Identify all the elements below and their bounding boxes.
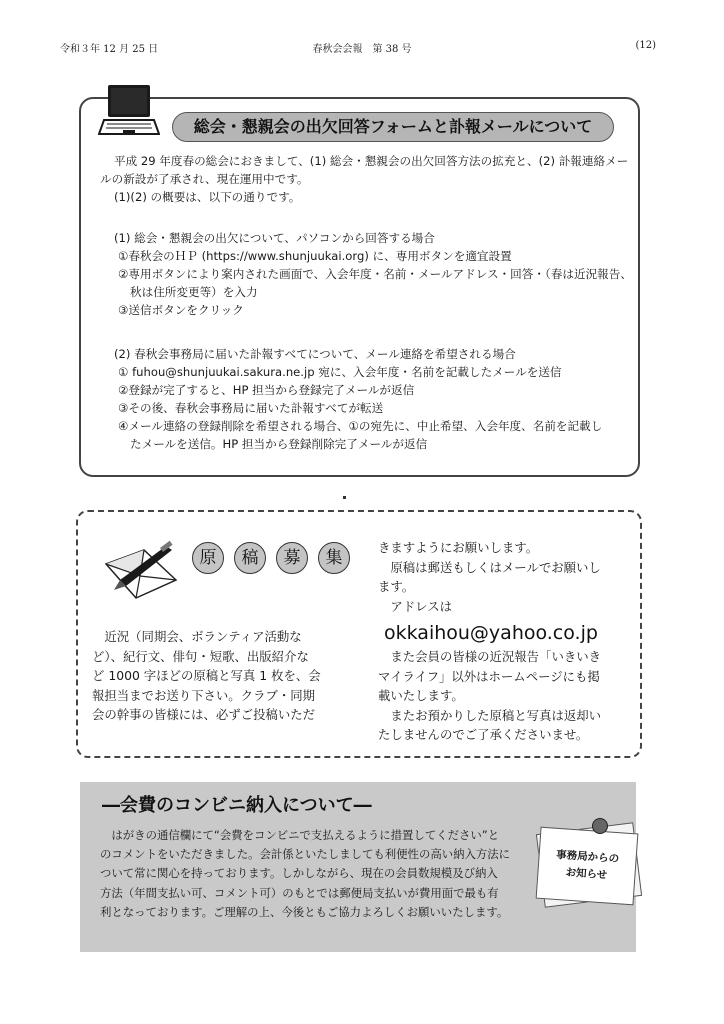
issue-date: 令和３年 12 月 25 日 xyxy=(60,44,159,55)
text-line: 方法（年間支払い可、コメント可）のもとでは郵便局支払いが費用面で最も有 xyxy=(100,885,499,900)
part2-item: ③その後、春秋会事務局に届いた訃報すべてが転送 xyxy=(118,401,384,415)
text-line: ます。 xyxy=(378,579,415,594)
speck xyxy=(343,496,346,499)
part1-item: ①春秋会のＨＰ (https://www.shunjuukai.org) に、専用ボタンを適宜設置 xyxy=(118,249,512,263)
part2-heading: (2) 春秋会事務局に届いた訃報すべてについて、メール連絡を希望される場合 xyxy=(114,347,516,361)
intro-line: (1)(2) の概要は、以下の通りです。 xyxy=(114,190,301,204)
text-line: 会の幹事の皆様には、必ずご投稿いただ xyxy=(92,707,316,722)
text-line: 利となっております。ご理解の上、今後ともご協力よろしくお願いいたします。 xyxy=(100,904,509,919)
text-line: のコメントをいただきました。会計係といたしましても利便性の高い納入方法に xyxy=(100,847,511,862)
note-front-sheet xyxy=(536,827,639,906)
part2-item: たメールを送信。HP 担当から登録削除完了メールが返信 xyxy=(130,437,428,451)
note-line: 事務局からの xyxy=(555,848,620,866)
text-line: ど 1000 字ほどの原稿と写真 1 枚を、会 xyxy=(92,668,321,683)
pushpin-icon xyxy=(592,818,608,834)
text-line: また会員の皆様の近況報告「いきいき xyxy=(378,649,602,664)
manuscript-right-text-top xyxy=(378,538,601,616)
submission-email: okkaihou@yahoo.co.jp xyxy=(384,622,598,644)
text-line: 報担当までお送り下さい。クラブ・同期 xyxy=(92,687,316,703)
intro-line: ルの新設が了承され、現在運用中です。 xyxy=(100,172,309,186)
text-line: アドレスは xyxy=(378,598,452,614)
text-line: きますようにお願いします。 xyxy=(378,540,539,555)
part1-item: ③送信ボタンをクリック xyxy=(118,303,244,317)
text-line: ど）、紀行文、俳句・短歌、出版紹介な xyxy=(92,648,309,664)
title-char: 原 xyxy=(192,542,224,574)
part1-block xyxy=(100,229,632,319)
part2-item: ②登録が完了すると、HP 担当から登録完了メールが返信 xyxy=(118,383,415,397)
section1-intro xyxy=(100,152,628,206)
part1-item: 秋は住所変更等）を入力 xyxy=(130,285,258,299)
manuscript-right-text-bottom xyxy=(378,647,601,745)
part2-item: ① fuhou@shunjuukai.sakura.ne.jp 宛に、入会年度・名前を記載したメールを送信 xyxy=(118,365,562,379)
text-line: たしませんのでご了承くださいませ。 xyxy=(378,727,589,742)
text-line: またお預かりした原稿と写真は返却い xyxy=(378,707,602,723)
manuscript-left-text xyxy=(92,627,321,725)
text-line: はがきの通信欄にて“会費をコンビニで支払えるように措置してください”と xyxy=(100,828,500,842)
part1-item: ②専用ボタンにより案内された画面で、入会年度・名前・メールアドレス・回答・（春は近況報告、 xyxy=(118,267,632,281)
text-line: 載いたします。 xyxy=(378,688,464,703)
text-line: 近況（同期会、ボランティア活動な xyxy=(92,629,302,644)
section1-title: 総会・懇親会の出欠回答フォームと訃報メールについて xyxy=(172,112,614,142)
text-line: ついて常に関心を持っております。しかしながら、現在の会員数規模及び納入 xyxy=(100,866,498,881)
laptop-icon xyxy=(98,82,160,140)
text-line: マイライフ」以外はホームページにも掲 xyxy=(378,668,600,684)
part1-heading: (1) 総会・懇親会の出欠について、パソコンから回答する場合 xyxy=(114,231,435,245)
page-number: (12) xyxy=(635,40,656,51)
title-char: 稿 xyxy=(234,542,266,574)
manuscript-call-title xyxy=(192,542,350,574)
title-char: 募 xyxy=(276,542,308,574)
note-line: お知らせ xyxy=(565,866,608,882)
envelope-pen-icon xyxy=(100,540,182,604)
section3-title: ―会費のコンビニ納入について― xyxy=(102,795,372,816)
intro-line: 平成 29 年度春の総会におきまして、(1) 総会・懇親会の出欠回答方法の拡充と、(2) 訃報連絡メー xyxy=(114,154,629,168)
section3-body xyxy=(100,826,510,922)
office-notice-note xyxy=(534,824,642,906)
part2-item: ④メール連絡の登録削除を希望される場合、①の宛先に、中止希望、入会年度、名前を記載し xyxy=(118,419,603,433)
title-char: 集 xyxy=(318,542,350,574)
part2-block xyxy=(100,345,602,453)
newsletter-title: 春秋会会報 第 38 号 xyxy=(312,44,412,55)
text-line: 原稿は郵送もしくはメールでお願いし xyxy=(378,559,601,575)
